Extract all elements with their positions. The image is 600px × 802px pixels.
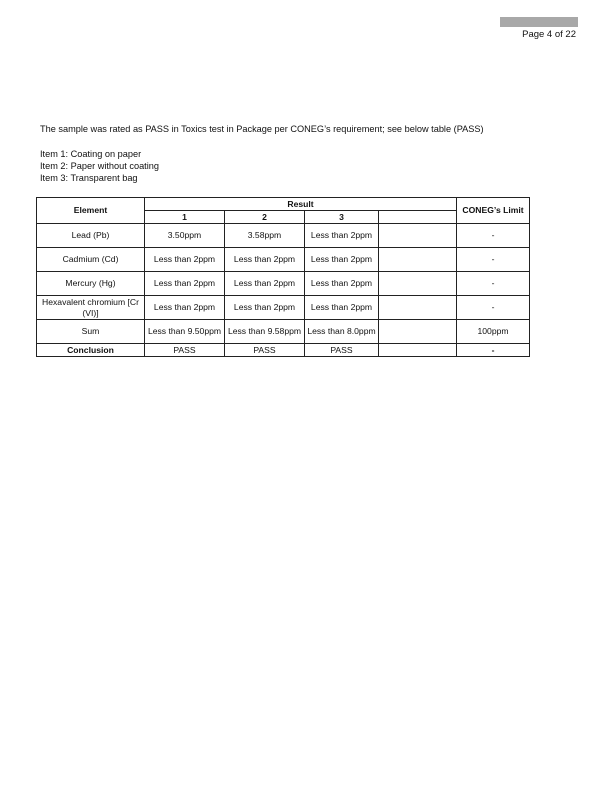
table-row <box>37 296 530 320</box>
element-cell: Cadmium (Cd) <box>37 248 145 272</box>
table-row <box>37 320 530 344</box>
value-cell: Less than 2ppm <box>305 296 379 320</box>
element-cell: Hexavalent chromium [Cr (VI)] <box>37 296 145 320</box>
column-header: 2 <box>225 211 305 224</box>
value-cell: Less than 2ppm <box>145 248 225 272</box>
value-cell: Less than 2ppm <box>305 248 379 272</box>
value-cell: Less than 2ppm <box>225 272 305 296</box>
header-bar <box>500 17 578 27</box>
list-item: Item 3: Transparent bag <box>40 173 138 183</box>
limit-cell: - <box>457 224 530 248</box>
conclusion-cell: PASS <box>225 344 305 357</box>
value-cell: Less than 2ppm <box>305 272 379 296</box>
conclusion-cell <box>379 344 457 357</box>
conclusion-cell: PASS <box>305 344 379 357</box>
value-cell: 3.58ppm <box>225 224 305 248</box>
value-cell <box>379 320 457 344</box>
element-cell: Sum <box>37 320 145 344</box>
value-cell: Less than 2ppm <box>145 296 225 320</box>
value-cell <box>379 248 457 272</box>
value-cell: 3.50ppm <box>145 224 225 248</box>
value-cell: Less than 2ppm <box>305 224 379 248</box>
conclusion-label: Conclusion <box>37 344 145 357</box>
column-header <box>379 211 457 224</box>
value-cell <box>379 296 457 320</box>
value-cell <box>379 272 457 296</box>
value-cell: Less than 2ppm <box>225 248 305 272</box>
limit-cell: 100ppm <box>457 320 530 344</box>
value-cell: Less than 9.58ppm <box>225 320 305 344</box>
value-cell: Less than 9.50ppm <box>145 320 225 344</box>
value-cell: Less than 2ppm <box>145 272 225 296</box>
conclusion-limit: - <box>457 344 530 357</box>
value-cell <box>379 224 457 248</box>
column-header: 3 <box>305 211 379 224</box>
intro-text: The sample was rated as PASS in Toxics test in Package per CONEG’s requirement; see below table (PASS) <box>40 124 484 134</box>
page-number: Page 4 of 22 <box>522 29 576 40</box>
column-header: 1 <box>145 211 225 224</box>
limit-cell: - <box>457 296 530 320</box>
result-table <box>36 197 530 357</box>
result-header: Result <box>145 198 457 211</box>
table-row <box>37 272 530 296</box>
element-cell: Mercury (Hg) <box>37 272 145 296</box>
table-row <box>37 224 530 248</box>
limit-cell: - <box>457 248 530 272</box>
list-item: Item 1: Coating on paper <box>40 149 142 159</box>
table-row <box>37 248 530 272</box>
element-header: Element <box>37 198 145 224</box>
item-list <box>40 148 159 184</box>
value-cell: Less than 2ppm <box>225 296 305 320</box>
limit-header: CONEG’s Limit <box>457 198 530 224</box>
element-cell: Lead (Pb) <box>37 224 145 248</box>
conclusion-cell: PASS <box>145 344 225 357</box>
value-cell: Less than 8.0ppm <box>305 320 379 344</box>
conclusion-row <box>37 344 530 357</box>
list-item: Item 2: Paper without coating <box>40 161 159 171</box>
limit-cell: - <box>457 272 530 296</box>
